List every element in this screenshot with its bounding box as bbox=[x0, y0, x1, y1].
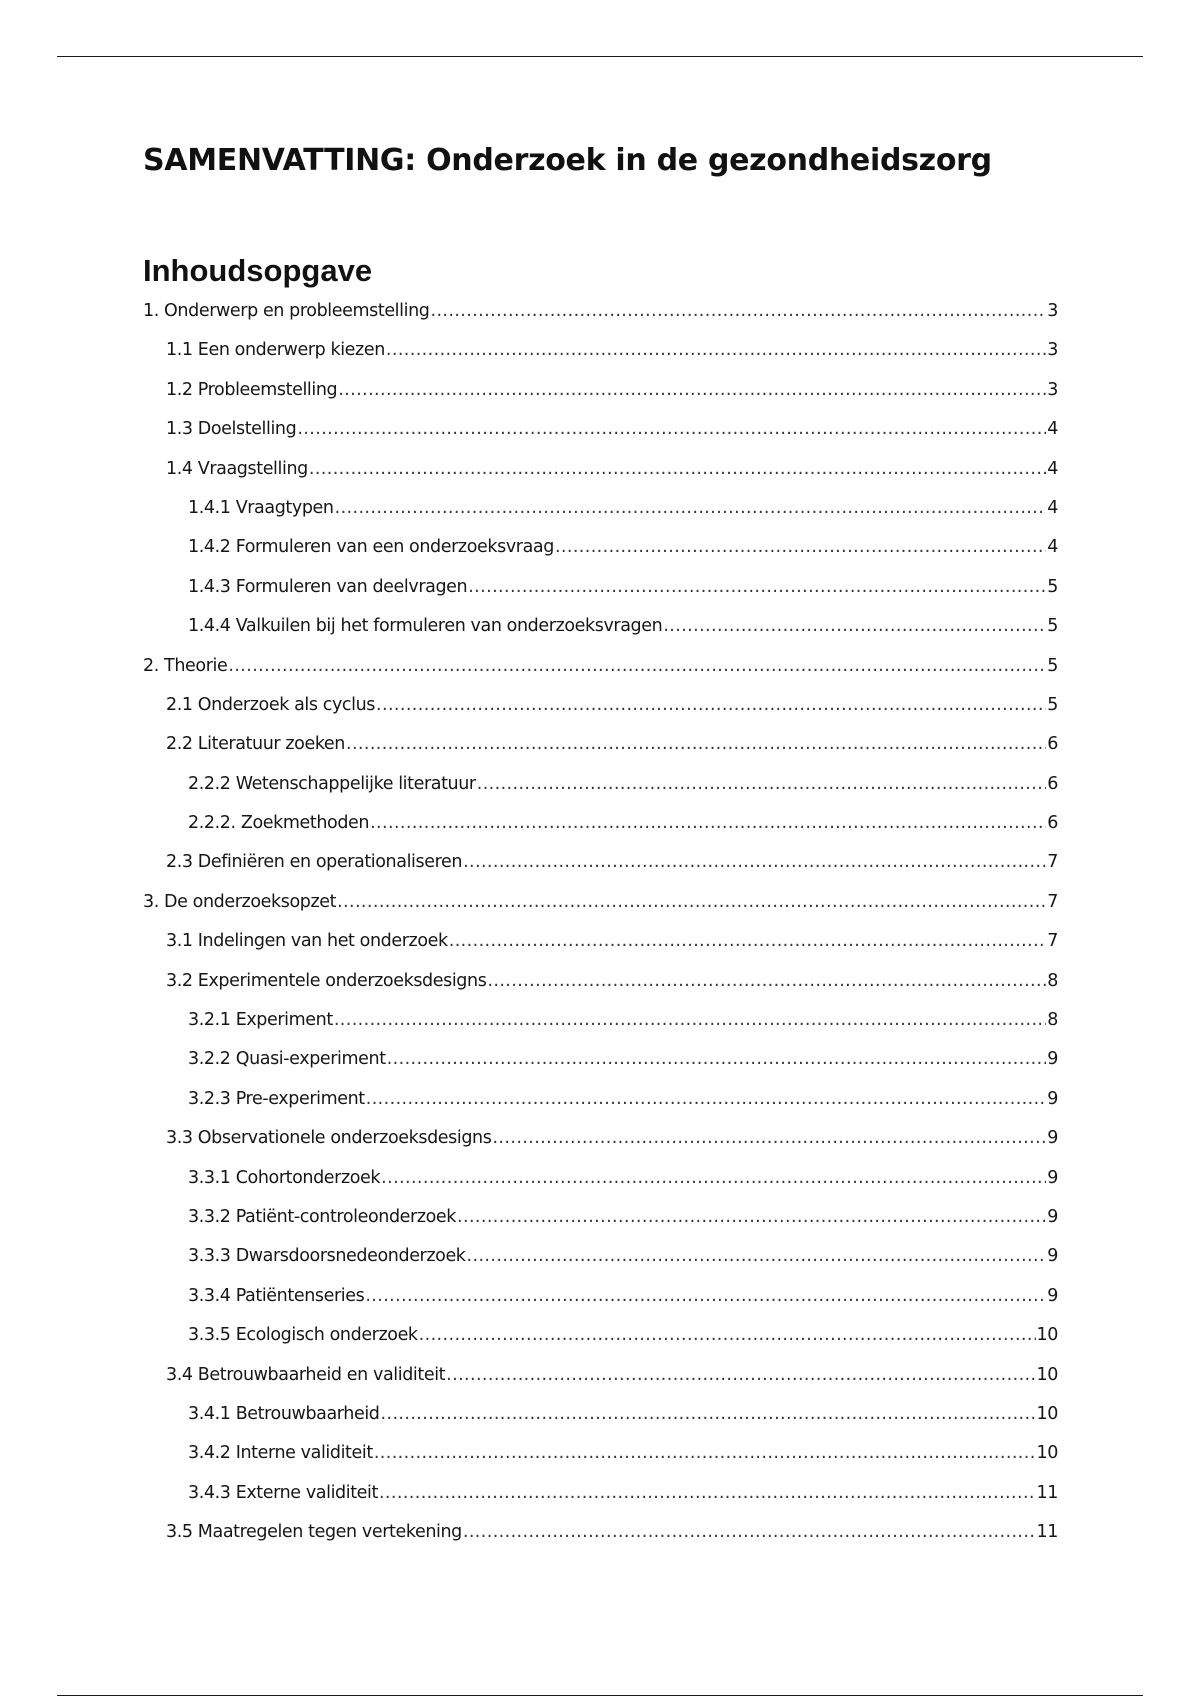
toc-dot-leader bbox=[446, 1365, 1035, 1385]
toc-dot-leader bbox=[419, 1325, 1036, 1345]
toc-entry-level-3[interactable] bbox=[143, 1246, 1058, 1285]
toc-dot-leader bbox=[228, 656, 1046, 676]
toc-dot-leader bbox=[379, 1483, 1036, 1503]
toc-entry-page-number: 9 bbox=[1047, 1088, 1058, 1109]
toc-dot-leader bbox=[387, 1049, 1047, 1069]
toc-entry-level-2[interactable] bbox=[143, 340, 1058, 379]
table-of-contents bbox=[143, 301, 1058, 1562]
toc-entry-page-number: 9 bbox=[1047, 1206, 1058, 1227]
toc-entry-level-2[interactable] bbox=[143, 1128, 1058, 1167]
toc-entry-label: 2.2 Literatuur zoeken bbox=[166, 734, 345, 755]
toc-entry-page-number: 9 bbox=[1047, 1167, 1058, 1188]
toc-entry-level-3[interactable] bbox=[143, 577, 1058, 616]
toc-entry-page-number: 5 bbox=[1047, 616, 1058, 637]
toc-entry-level-3[interactable] bbox=[143, 1325, 1058, 1364]
toc-entry-level-1[interactable] bbox=[143, 656, 1058, 695]
toc-entry-label: 3.2.1 Experiment bbox=[188, 1010, 333, 1031]
toc-entry-page-number: 4 bbox=[1047, 537, 1058, 558]
toc-entry-label: 3.2 Experimentele onderzoeksdesigns bbox=[166, 970, 487, 991]
toc-dot-leader bbox=[487, 971, 1046, 991]
toc-entry-level-3[interactable] bbox=[143, 1443, 1058, 1482]
toc-dot-leader bbox=[386, 340, 1046, 360]
toc-entry-label: 1.4 Vraagstelling bbox=[166, 458, 308, 479]
toc-entry-page-number: 3 bbox=[1047, 301, 1058, 321]
toc-entry-level-2[interactable] bbox=[143, 459, 1058, 498]
toc-dot-leader bbox=[334, 1010, 1046, 1030]
toc-dot-leader bbox=[463, 1522, 1036, 1542]
toc-entry-level-3[interactable] bbox=[143, 774, 1058, 813]
toc-entry-level-3[interactable] bbox=[143, 1168, 1058, 1207]
toc-entry-page-number: 5 bbox=[1047, 694, 1058, 715]
toc-entry-level-2[interactable] bbox=[143, 931, 1058, 970]
toc-entry-page-number: 11 bbox=[1036, 1482, 1058, 1503]
toc-entry-page-number: 7 bbox=[1047, 931, 1058, 952]
toc-entry-level-3[interactable] bbox=[143, 537, 1058, 576]
toc-entry-page-number: 10 bbox=[1036, 1443, 1058, 1464]
toc-dot-leader bbox=[381, 1168, 1046, 1188]
toc-entry-level-2[interactable] bbox=[143, 380, 1058, 419]
page-top-rule bbox=[57, 56, 1143, 57]
toc-entry-level-2[interactable] bbox=[143, 1522, 1058, 1561]
toc-entry-page-number: 9 bbox=[1047, 1049, 1058, 1070]
toc-entry-label: 1.2 Probleemstelling bbox=[166, 379, 338, 400]
toc-entry-page-number: 10 bbox=[1036, 1325, 1058, 1346]
toc-entry-label: 1.3 Doelstelling bbox=[166, 419, 297, 440]
toc-entry-page-number: 10 bbox=[1036, 1364, 1058, 1385]
toc-dot-leader bbox=[297, 419, 1046, 439]
toc-dot-leader bbox=[370, 813, 1046, 833]
toc-entry-label: 2.2.2. Zoekmethoden bbox=[188, 813, 370, 834]
toc-dot-leader bbox=[430, 301, 1046, 321]
toc-entry-page-number: 10 bbox=[1036, 1403, 1058, 1424]
toc-dot-leader bbox=[555, 537, 1046, 557]
toc-dot-leader bbox=[457, 1207, 1046, 1227]
toc-entry-page-number: 9 bbox=[1047, 1285, 1058, 1306]
toc-dot-leader bbox=[335, 498, 1047, 518]
toc-entry-page-number: 11 bbox=[1036, 1522, 1058, 1543]
toc-entry-label: 2.3 Definiëren en operationaliseren bbox=[166, 852, 463, 873]
toc-entry-label: 3.2.2 Quasi-experiment bbox=[188, 1049, 386, 1070]
toc-entry-page-number: 3 bbox=[1047, 340, 1058, 361]
document-title: SAMENVATTING: Onderzoek in de gezondheidszorg bbox=[143, 143, 992, 178]
toc-entry-label: 3.1 Indelingen van het onderzoek bbox=[166, 931, 448, 952]
toc-entry-level-3[interactable] bbox=[143, 1010, 1058, 1049]
toc-entry-page-number: 8 bbox=[1047, 970, 1058, 991]
toc-entry-page-number: 9 bbox=[1047, 1128, 1058, 1149]
toc-entry-label: 3.3.4 Patiëntenseries bbox=[188, 1285, 365, 1306]
toc-entry-label: 3. De onderzoeksopzet bbox=[143, 891, 337, 912]
toc-entry-page-number: 4 bbox=[1047, 497, 1058, 518]
toc-entry-level-3[interactable] bbox=[143, 1207, 1058, 1246]
toc-entry-label: 3.3.1 Cohortonderzoek bbox=[188, 1167, 381, 1188]
toc-entry-label: 1.4.3 Formuleren van deelvragen bbox=[188, 576, 468, 597]
toc-entry-label: 1.4.2 Formuleren van een onderzoeksvraag bbox=[188, 537, 554, 558]
toc-dot-leader bbox=[492, 1128, 1046, 1148]
toc-entry-level-3[interactable] bbox=[143, 616, 1058, 655]
toc-entry-label: 3.3.3 Dwarsdoorsnedeonderzoek bbox=[188, 1246, 466, 1267]
toc-entry-label: 2.2.2 Wetenschappelijke literatuur bbox=[188, 773, 476, 794]
toc-dot-leader bbox=[381, 1404, 1036, 1424]
toc-entry-level-3[interactable] bbox=[143, 1089, 1058, 1128]
toc-entry-page-number: 9 bbox=[1047, 1246, 1058, 1267]
toc-entry-level-1[interactable] bbox=[143, 892, 1058, 931]
toc-entry-label: 3.4.2 Interne validiteit bbox=[188, 1443, 373, 1464]
toc-entry-level-2[interactable] bbox=[143, 419, 1058, 458]
toc-entry-page-number: 5 bbox=[1047, 655, 1058, 676]
toc-entry-label: 3.4 Betrouwbaarheid en validiteit bbox=[166, 1364, 446, 1385]
toc-entry-page-number: 6 bbox=[1047, 773, 1058, 794]
toc-entry-level-3[interactable] bbox=[143, 1286, 1058, 1325]
toc-entry-label: 3.4.1 Betrouwbaarheid bbox=[188, 1403, 380, 1424]
toc-entry-label: 3.4.3 Externe validiteit bbox=[188, 1482, 378, 1503]
toc-dot-leader bbox=[309, 459, 1046, 479]
toc-entry-label: 3.2.3 Pre-experiment bbox=[188, 1088, 365, 1109]
toc-dot-leader bbox=[338, 380, 1046, 400]
toc-entry-label: 1. Onderwerp en probleemstelling bbox=[143, 301, 430, 321]
toc-entry-page-number: 7 bbox=[1047, 852, 1058, 873]
toc-entry-page-number: 6 bbox=[1047, 734, 1058, 755]
toc-entry-label: 1.4.1 Vraagtypen bbox=[188, 497, 334, 518]
toc-entry-level-2[interactable] bbox=[143, 852, 1058, 891]
toc-entry-level-2[interactable] bbox=[143, 971, 1058, 1010]
toc-entry-page-number: 4 bbox=[1047, 458, 1058, 479]
toc-dot-leader bbox=[663, 616, 1046, 636]
toc-entry-label: 2. Theorie bbox=[143, 655, 228, 676]
toc-entry-level-3[interactable] bbox=[143, 1483, 1058, 1522]
toc-dot-leader bbox=[366, 1089, 1047, 1109]
toc-dot-leader bbox=[477, 774, 1047, 794]
toc-entry-label: 1.4.4 Valkuilen bij het formuleren van onderzoeksvragen bbox=[188, 616, 663, 637]
toc-dot-leader bbox=[374, 1443, 1036, 1463]
toc-entry-label: 3.3.5 Ecologisch onderzoek bbox=[188, 1325, 418, 1346]
toc-entry-level-3[interactable] bbox=[143, 498, 1058, 537]
toc-entry-level-3[interactable] bbox=[143, 813, 1058, 852]
toc-entry-level-2[interactable] bbox=[143, 1365, 1058, 1404]
toc-dot-leader bbox=[463, 852, 1046, 872]
toc-entry-level-1[interactable] bbox=[143, 301, 1058, 340]
toc-entry-label: 3.3 Observationele onderzoeksdesigns bbox=[166, 1128, 492, 1149]
toc-entry-page-number: 3 bbox=[1047, 379, 1058, 400]
toc-dot-leader bbox=[376, 695, 1046, 715]
toc-entry-level-2[interactable] bbox=[143, 695, 1058, 734]
toc-entry-label: 1.1 Een onderwerp kiezen bbox=[166, 340, 385, 361]
toc-entry-page-number: 8 bbox=[1047, 1010, 1058, 1031]
toc-entry-page-number: 6 bbox=[1047, 813, 1058, 834]
toc-entry-level-3[interactable] bbox=[143, 1404, 1058, 1443]
toc-dot-leader bbox=[365, 1286, 1046, 1306]
toc-entry-level-2[interactable] bbox=[143, 734, 1058, 773]
toc-dot-leader bbox=[337, 892, 1046, 912]
toc-entry-label: 3.3.2 Patiënt-controleonderzoek bbox=[188, 1206, 457, 1227]
toc-entry-level-3[interactable] bbox=[143, 1049, 1058, 1088]
toc-entry-label: 3.5 Maatregelen tegen vertekening bbox=[166, 1522, 462, 1543]
toc-entry-label: 2.1 Onderzoek als cyclus bbox=[166, 694, 376, 715]
toc-dot-leader bbox=[467, 1246, 1047, 1266]
toc-dot-leader bbox=[449, 931, 1047, 951]
toc-heading: Inhoudsopgave bbox=[143, 253, 373, 288]
toc-entry-page-number: 7 bbox=[1047, 891, 1058, 912]
toc-dot-leader bbox=[346, 734, 1046, 754]
toc-entry-page-number: 5 bbox=[1047, 576, 1058, 597]
toc-dot-leader bbox=[468, 577, 1046, 597]
page-bottom-rule bbox=[57, 1695, 1143, 1696]
toc-entry-page-number: 4 bbox=[1047, 419, 1058, 440]
